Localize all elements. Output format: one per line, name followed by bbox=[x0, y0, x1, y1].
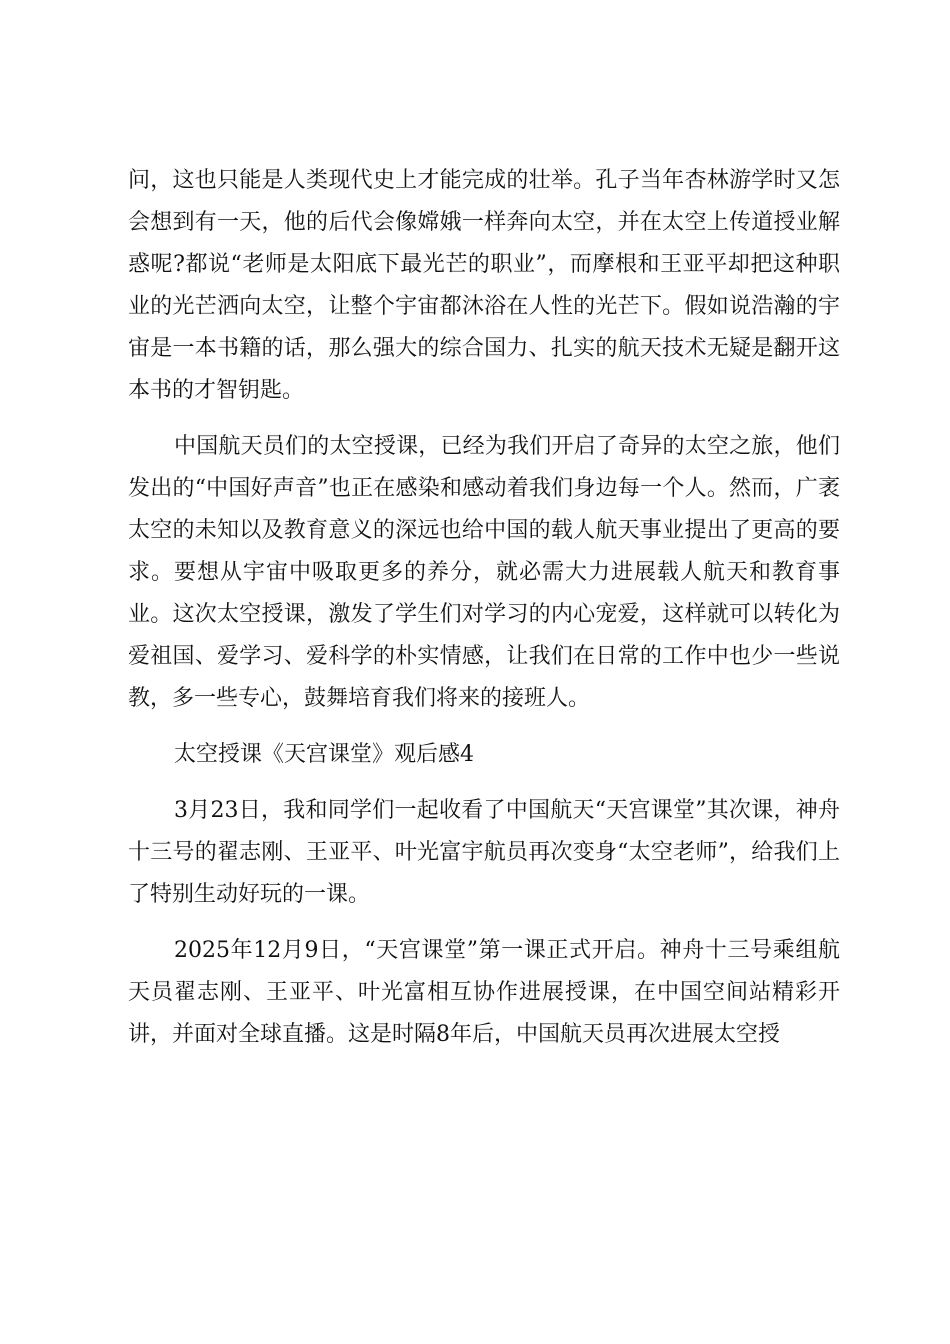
paragraph: 问，这也只能是人类现代史上才能完成的壮举。孔子当年杏林游学时又怎会想到有一天，他的后代会像嫦娥一样奔向太空，并在太空上传道授业解惑呢?都说“老师是太阳底下最光芒的职业”，而摩根和王亚平却把这种职业的光芒洒向太空，让整个宇宙都沐浴在人性的光芒下。假如说浩瀚的宇宙是一本书籍的话，那么强大的综合国力、扎实的航天技术无疑是翻开这本书的才智钥匙。 bbox=[128, 168, 840, 403]
document-body bbox=[128, 160, 840, 1056]
paragraph: 3月23日，我和同学们一起收看了中国航天“天宫课堂”其次课，神舟十三号的翟志刚、王亚平、叶光富宇航员再次变身“太空老师”，给我们上了特别生动好玩的一课。 bbox=[128, 798, 840, 907]
section-heading: 太空授课《天宫课堂》观后感4 bbox=[174, 742, 474, 767]
paragraph: 2025年12月9日，“天宫课堂”第一课正式开启。神舟十三号乘组航天员翟志刚、王亚平、叶光富相互协作进展授课，在中国空间站精彩开讲，并面对全球直播。这是时隔8年后，中国航天员再次进展太空授 bbox=[128, 938, 840, 1047]
paragraph: 中国航天员们的太空授课，已经为我们开启了奇异的太空之旅，他们发出的“中国好声音”也正在感染和感动着我们身边每一个人。然而，广袤太空的未知以及教育意义的深远也给中国的载人航天事业提出了更高的要求。要想从宇宙中吸取更多的养分，就必需大力进展载人航天和教育事业。这次太空授课，激发了学生们对学习的内心宠爱，这样就可以转化为爱祖国、爱学习、爱科学的朴实情感，让我们在日常的工作中也少一些说教，多一些专心，鼓舞培育我们将来的接班人。 bbox=[128, 434, 840, 711]
